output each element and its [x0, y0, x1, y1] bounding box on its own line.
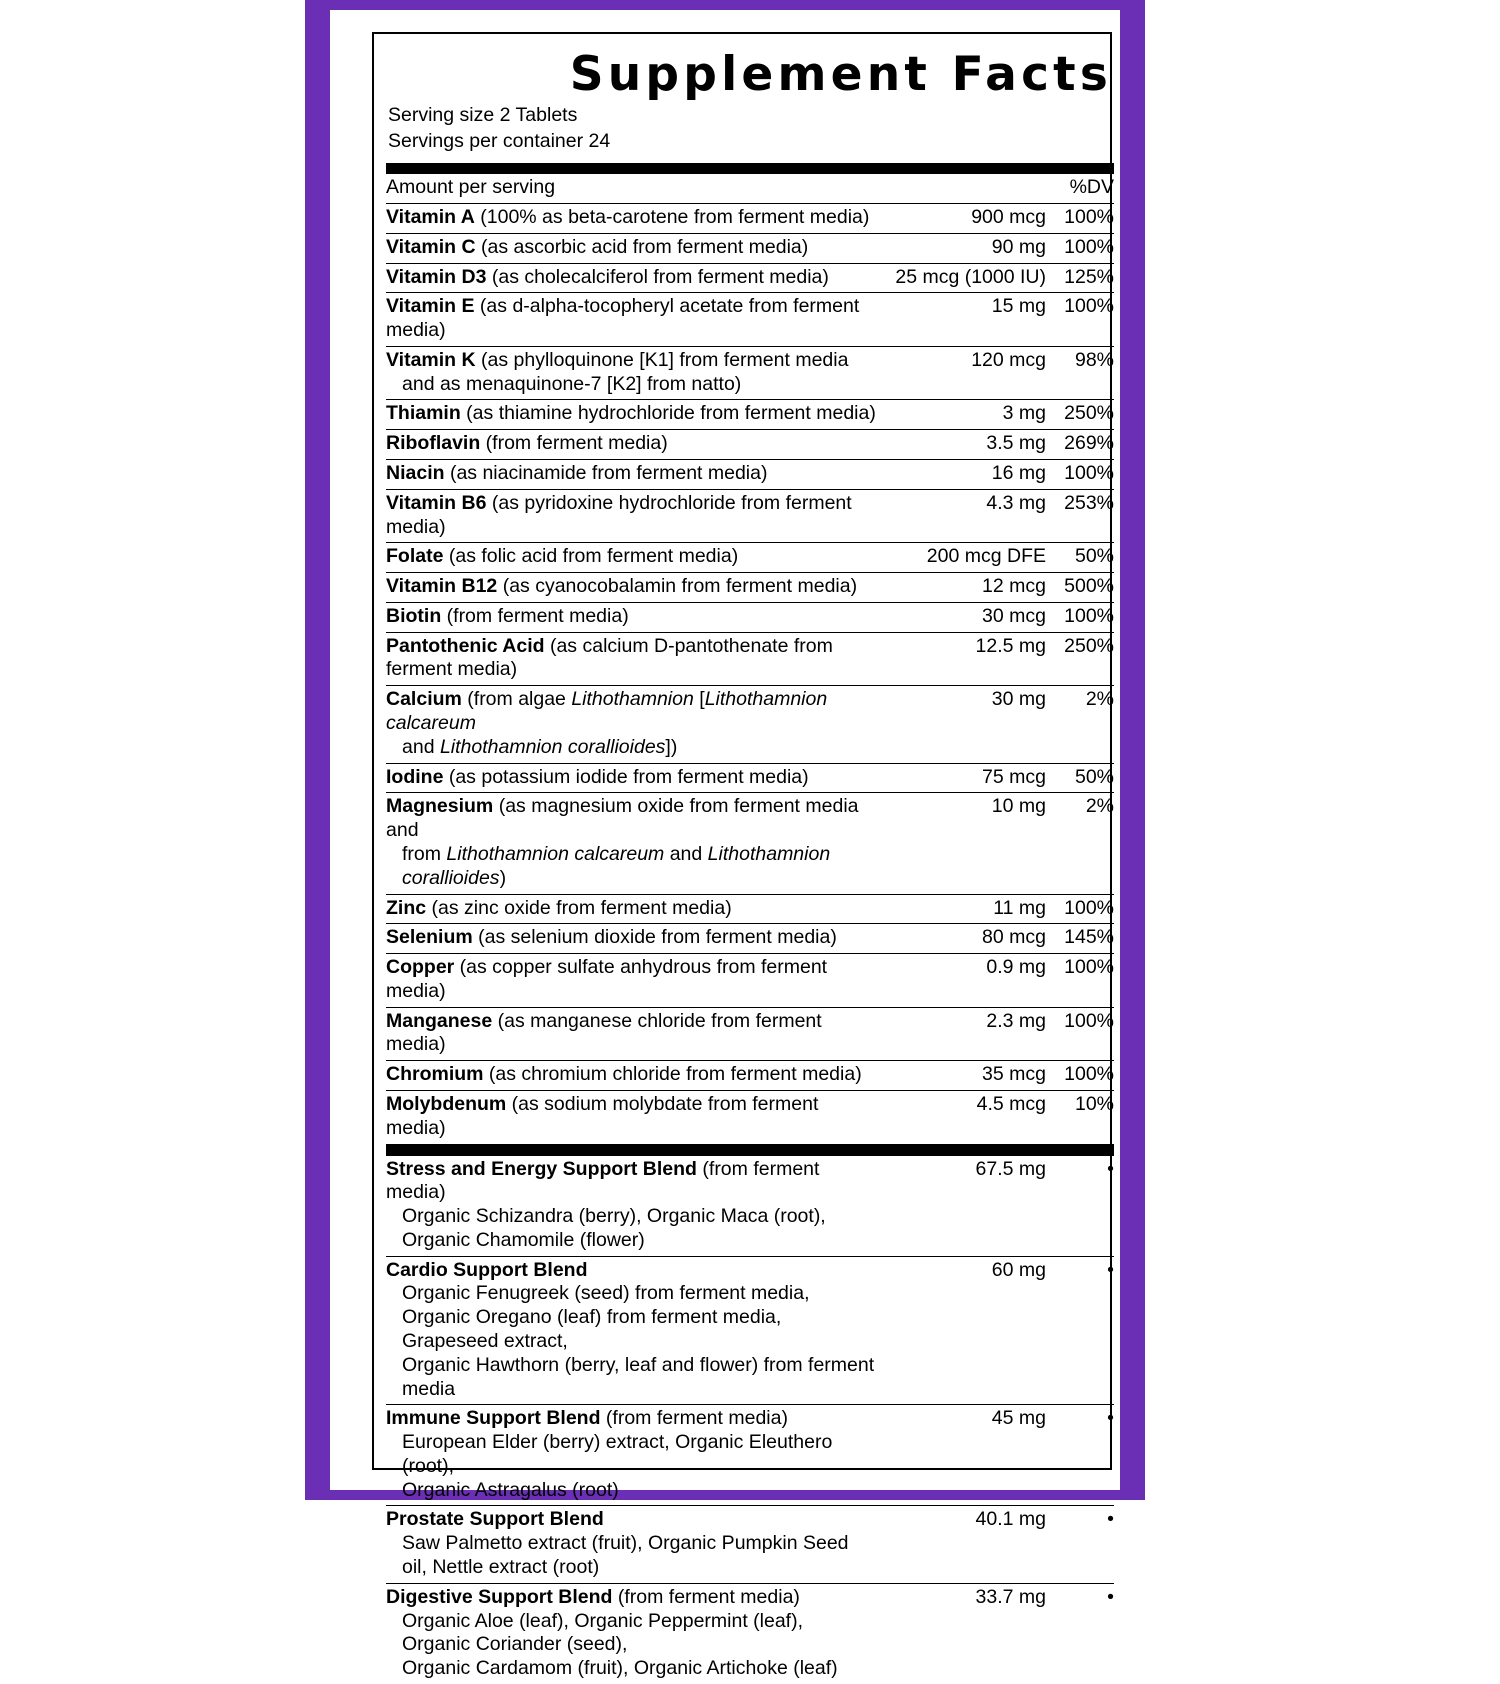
nutrient-daily-value: 145% — [1046, 924, 1114, 954]
amount-per-serving-header: Amount per serving — [386, 174, 876, 203]
nutrient-name: Biotin (from ferment media) — [386, 602, 876, 632]
nutrient-name: Vitamin K (as phylloquinone [K1] from ferment media and as menaquinone-7 [K2] from natto) — [386, 346, 876, 400]
nutrient-name: Vitamin A (100% as beta-carotene from ferment media) — [386, 203, 876, 233]
nutrient-amount: 4.5 mcg — [876, 1090, 1046, 1144]
blend-daily-value: • — [1046, 1506, 1114, 1583]
nutrient-daily-value: 100% — [1046, 954, 1114, 1008]
nutrient-amount: 25 mcg (1000 IU) — [876, 263, 1046, 293]
servings-per-container: Servings per container 24 — [388, 130, 611, 153]
table-row — [386, 1506, 1114, 1583]
table-row — [386, 1405, 1114, 1506]
label-content — [386, 47, 1114, 1684]
table-row — [386, 1061, 1114, 1091]
nutrient-amount: 3.5 mg — [876, 430, 1046, 460]
nutrient-name: Niacin (as niacinamide from ferment media) — [386, 460, 876, 490]
nutrient-table — [386, 174, 1114, 1144]
nutrient-name: Vitamin B12 (as cyanocobalamin from ferment media) — [386, 573, 876, 603]
nutrient-amount: 12.5 mg — [876, 632, 1046, 686]
table-row — [386, 573, 1114, 603]
serving-size: Serving size 2 Tablets — [388, 104, 578, 127]
table-row — [386, 203, 1114, 233]
table-row — [386, 602, 1114, 632]
nutrient-name: Manganese (as manganese chloride from ferment media) — [386, 1007, 876, 1061]
blend-table — [386, 1156, 1114, 1684]
table-header-row — [386, 174, 1114, 203]
nutrient-name: Vitamin C (as ascorbic acid from ferment media) — [386, 233, 876, 263]
table-row — [386, 686, 1114, 763]
nutrient-daily-value: 269% — [1046, 430, 1114, 460]
nutrient-amount: 30 mcg — [876, 602, 1046, 632]
nutrient-daily-value: 100% — [1046, 460, 1114, 490]
nutrient-amount: 35 mcg — [876, 1061, 1046, 1091]
amount-column-header — [876, 174, 1046, 203]
nutrient-amount: 0.9 mg — [876, 954, 1046, 1008]
nutrient-daily-value: 125% — [1046, 263, 1114, 293]
blend-amount: 33.7 mg — [975, 1585, 1046, 1608]
blend-daily-value: • — [1046, 1256, 1114, 1405]
table-row — [386, 489, 1114, 543]
nutrient-daily-value: 250% — [1046, 632, 1114, 686]
table-row — [386, 233, 1114, 263]
nutrient-daily-value: 100% — [1046, 233, 1114, 263]
nutrient-name: Thiamin (as thiamine hydrochloride from ferment media) — [386, 400, 876, 430]
blend-name: Cardio Support Blend Organic Fenugreek (seed) from ferment media, Organic Oregano (leaf) from ferment media, Grapeseed extract, Organic Hawthorn (berry, leaf and flower) from ferment media — [386, 1256, 876, 1405]
table-row — [386, 1090, 1114, 1144]
table-row — [386, 293, 1114, 347]
nutrient-daily-value: 253% — [1046, 489, 1114, 543]
nutrient-amount: 3 mg — [876, 400, 1046, 430]
nutrient-daily-value: 100% — [1046, 602, 1114, 632]
nutrient-name: Copper (as copper sulfate anhydrous from ferment media) — [386, 954, 876, 1008]
table-row — [386, 460, 1114, 490]
nutrient-daily-value: 100% — [1046, 1007, 1114, 1061]
nutrient-daily-value: 100% — [1046, 894, 1114, 924]
nutrient-daily-value: 500% — [1046, 573, 1114, 603]
nutrient-amount: 120 mcg — [876, 346, 1046, 400]
table-row — [386, 1256, 1114, 1405]
table-row — [386, 763, 1114, 793]
page-title: Supplement Facts — [569, 47, 1112, 102]
nutrient-amount: 30 mg — [876, 686, 1046, 763]
nutrient-name: Folate (as folic acid from ferment media) — [386, 543, 876, 573]
nutrient-amount: 15 mg — [876, 293, 1046, 347]
heavy-rule-top — [386, 163, 1114, 174]
nutrient-daily-value: 100% — [1046, 203, 1114, 233]
nutrient-daily-value: 2% — [1046, 793, 1114, 894]
blend-daily-value: • — [1046, 1156, 1114, 1257]
nutrient-amount: 11 mg — [876, 894, 1046, 924]
table-row — [386, 793, 1114, 894]
table-row — [386, 400, 1114, 430]
nutrient-name: Vitamin D3 (as cholecalciferol from ferment media) — [386, 263, 876, 293]
dv-header: %DV — [1046, 174, 1114, 203]
nutrient-name: Iodine (as potassium iodide from ferment media) — [386, 763, 876, 793]
nutrient-daily-value: 10% — [1046, 1090, 1114, 1144]
heavy-rule-middle — [386, 1145, 1114, 1156]
blend-daily-value: • — [1107, 1585, 1114, 1608]
nutrient-amount: 200 mcg DFE — [876, 543, 1046, 573]
nutrient-daily-value: 2% — [1046, 686, 1114, 763]
nutrient-name: Vitamin B6 (as pyridoxine hydrochloride from ferment media) — [386, 489, 876, 543]
nutrient-amount: 900 mcg — [876, 203, 1046, 233]
blend-amount: 60 mg — [876, 1256, 1046, 1405]
blend-daily-value: • — [1046, 1405, 1114, 1506]
blend-amount: 45 mg — [876, 1405, 1046, 1506]
nutrient-name: Zinc (as zinc oxide from ferment media) — [386, 894, 876, 924]
nutrient-name: Pantothenic Acid (as calcium D-pantothenate from ferment media) — [386, 632, 876, 686]
table-row — [386, 543, 1114, 573]
table-row — [386, 346, 1114, 400]
nutrient-name: Magnesium (as magnesium oxide from ferment media and from Lithothamnion calcareum and Lithothamnion corallioides) — [386, 793, 876, 894]
table-row — [386, 430, 1114, 460]
blend-amount: 67.5 mg — [876, 1156, 1046, 1257]
nutrient-daily-value: 50% — [1046, 543, 1114, 573]
table-row — [386, 894, 1114, 924]
table-row — [386, 954, 1114, 1008]
table-row — [386, 924, 1114, 954]
table-row — [386, 263, 1114, 293]
table-row — [386, 1007, 1114, 1061]
nutrient-name: Molybdenum (as sodium molybdate from ferment media) — [386, 1090, 876, 1144]
blend-name: Prostate Support Blend Saw Palmetto extract (fruit), Organic Pumpkin Seed oil, Nettle extract (root) — [386, 1506, 876, 1583]
nutrient-amount: 2.3 mg — [876, 1007, 1046, 1061]
nutrient-amount: 12 mcg — [876, 573, 1046, 603]
nutrient-name: Selenium (as selenium dioxide from ferment media) — [386, 924, 876, 954]
nutrient-amount: 4.3 mg — [876, 489, 1046, 543]
nutrient-amount: 10 mg — [876, 793, 1046, 894]
nutrient-amount: 16 mg — [876, 460, 1046, 490]
blend-name: Stress and Energy Support Blend (from ferment media) Organic Schizandra (berry), Organic Maca (root), Organic Chamomile (flower) — [386, 1156, 876, 1257]
table-row — [386, 632, 1114, 686]
blend-name: Immune Support Blend (from ferment media) European Elder (berry) extract, Organic Eleuthero (root), Organic Astragalus (root) — [386, 1405, 876, 1506]
table-row — [386, 1583, 1114, 1684]
nutrient-name: Riboflavin (from ferment media) — [386, 430, 876, 460]
nutrient-amount: 75 mcg — [876, 763, 1046, 793]
table-row — [386, 1156, 1114, 1257]
nutrient-daily-value: 250% — [1046, 400, 1114, 430]
nutrient-amount: 90 mg — [876, 233, 1046, 263]
nutrient-name: Vitamin E (as d-alpha-tocopheryl acetate from ferment media) — [386, 293, 876, 347]
blend-amount: 40.1 mg — [876, 1506, 1046, 1583]
nutrient-daily-value: 50% — [1046, 763, 1114, 793]
nutrient-name: Calcium (from algae Lithothamnion [Lithothamnion calcareum and Lithothamnion corallioides]) — [386, 686, 876, 763]
blend-name: Digestive Support Blend (from ferment media) Organic Aloe (leaf), Organic Peppermint (leaf), Organic Coriander (seed), Organic Cardamom (fruit), Organic Artichoke (leaf) — [386, 1585, 838, 1680]
nutrient-daily-value: 100% — [1046, 293, 1114, 347]
nutrient-amount: 80 mcg — [876, 924, 1046, 954]
nutrient-daily-value: 98% — [1046, 346, 1114, 400]
nutrient-name: Chromium (as chromium chloride from ferment media) — [386, 1061, 876, 1091]
nutrient-daily-value: 100% — [1046, 1061, 1114, 1091]
